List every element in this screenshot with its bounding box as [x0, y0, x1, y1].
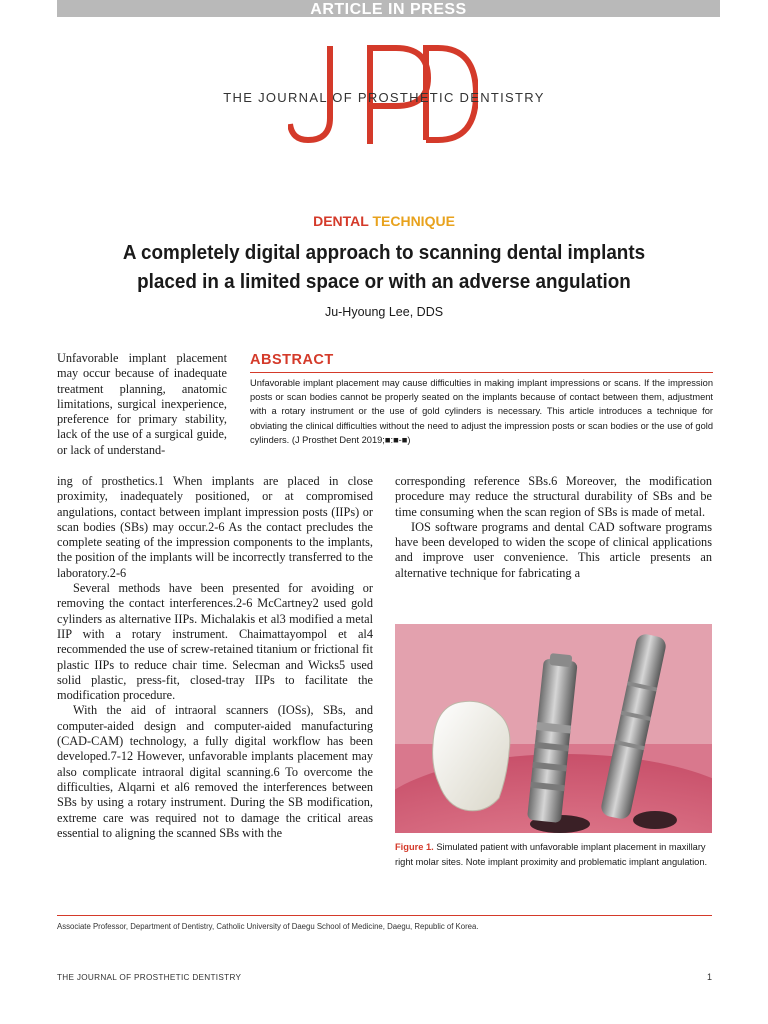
page-number: 1: [706, 972, 712, 982]
column-1: [57, 474, 373, 841]
figure-1-caption-text: Simulated patient with unfavorable implant placement in maxillary right molar sites. Note implant proximity and problematic implant angulation.: [395, 842, 708, 867]
article-title: [86, 238, 682, 296]
figure-1-label: Figure 1.: [395, 842, 434, 852]
abstract-text: Unfavorable implant placement may cause difficulties in making implant impressions or scans. If the impression posts or scan bodies cannot be properly seated on the implants because of contact between them, adjustment with a rotary instrument or the use of gold cylinders is necessary. This article introduces a technique for obviating the clinical difficulties without the need to adjust the impression posts or scan bodies or the use of gold cylinders. (J Prosthet Dent 2019;■:■-■): [250, 378, 713, 445]
intro-paragraph-cont: ing of prosthetics.1 When implants are placed in close proximity, inadequately positioned, or at compromised angulations, contact between implant impression posts (IIPs) or scan bodies (SBs) may occur.2-6 As the contact precludes the complete seating of the impression components to the implants, the position of the implants will be incorrectly transferred to the laboratory.2-6: [57, 474, 373, 580]
digital-paragraph: With the aid of intraoral scanners (IOSs), SBs, and computer-aided design and computer-aided manufacturing (CAD-CAM) technology, a fully digital workflow has been developed.7-12 However, unfavorable implants placement may also complicate intraoral digital scanning.6 To overcome the difficulties, Alqarni et al6 removed the interferences between SBs by using a rotary instrument. During the SB modification, extreme care was required not to damage the critical areas essential to aligning the scanned SBs with the: [57, 703, 373, 840]
figure-1-caption: [395, 840, 712, 870]
journal-name: THE JOURNAL OF PROSTHETIC DENTISTRY: [223, 90, 545, 105]
modification-paragraph: corresponding reference SBs.6 Moreover, the modification procedure may reduce the structural durability of SBs and be time consuming when the scan region of SBs is made of metal.: [395, 474, 712, 519]
abstract-heading: ABSTRACT: [250, 352, 334, 368]
section-heading: [0, 213, 768, 229]
author: Ju-Hyoung Lee, DDS: [324, 305, 444, 319]
title-line-2: placed in a limited space or with an adverse angulation: [137, 270, 631, 293]
article-in-press-banner: ARTICLE IN PRESS: [57, 0, 720, 17]
title-line-1: A completely digital approach to scanning dental implants: [122, 241, 646, 264]
abstract-rule: [250, 372, 713, 373]
figure-1-photo: [395, 624, 712, 833]
software-paragraph: IOS software programs and dental CAD software programs have been developed to widen the scope of clinical applications and improve user convenience. This article presents an alternative technique for fabricating a: [395, 519, 712, 580]
section-part-dental: DENTAL: [313, 213, 373, 229]
running-footer: THE JOURNAL OF PROSTHETIC DENTISTRY: [57, 973, 242, 982]
column-1-top: [57, 351, 227, 458]
section-part-technique: TECHNIQUE: [372, 213, 455, 229]
affiliation-footnote: Associate Professor, Department of Dentistry, Catholic University of Daegu School of Medicine, Daegu, Republic of Korea.: [57, 922, 479, 931]
intro-paragraph-start: Unfavorable implant placement may occur because of inadequate treatment planning, anatomic limitations, surgical inexperience, preference for primary stability, lack of the use of a surgical guide, or lack of understand-: [57, 351, 227, 457]
footnote-rule: [57, 915, 712, 916]
methods-paragraph: Several methods have been presented for avoiding or removing the contact interferences.2-6 McCartney2 used gold cylinders as alternative IIPs. Michalakis et al3 modified a metal IIP with a rotary instrument. Chaimattayompol et al4 recommended the use of screw-retained titanium or frictional fit plastic IIPs to reduce chair time. Selecman and Wicks5 used solid plastic, press-fit, closed-tray IIPs to facilitate the modification procedure.: [57, 581, 373, 703]
column-2: [395, 474, 712, 581]
